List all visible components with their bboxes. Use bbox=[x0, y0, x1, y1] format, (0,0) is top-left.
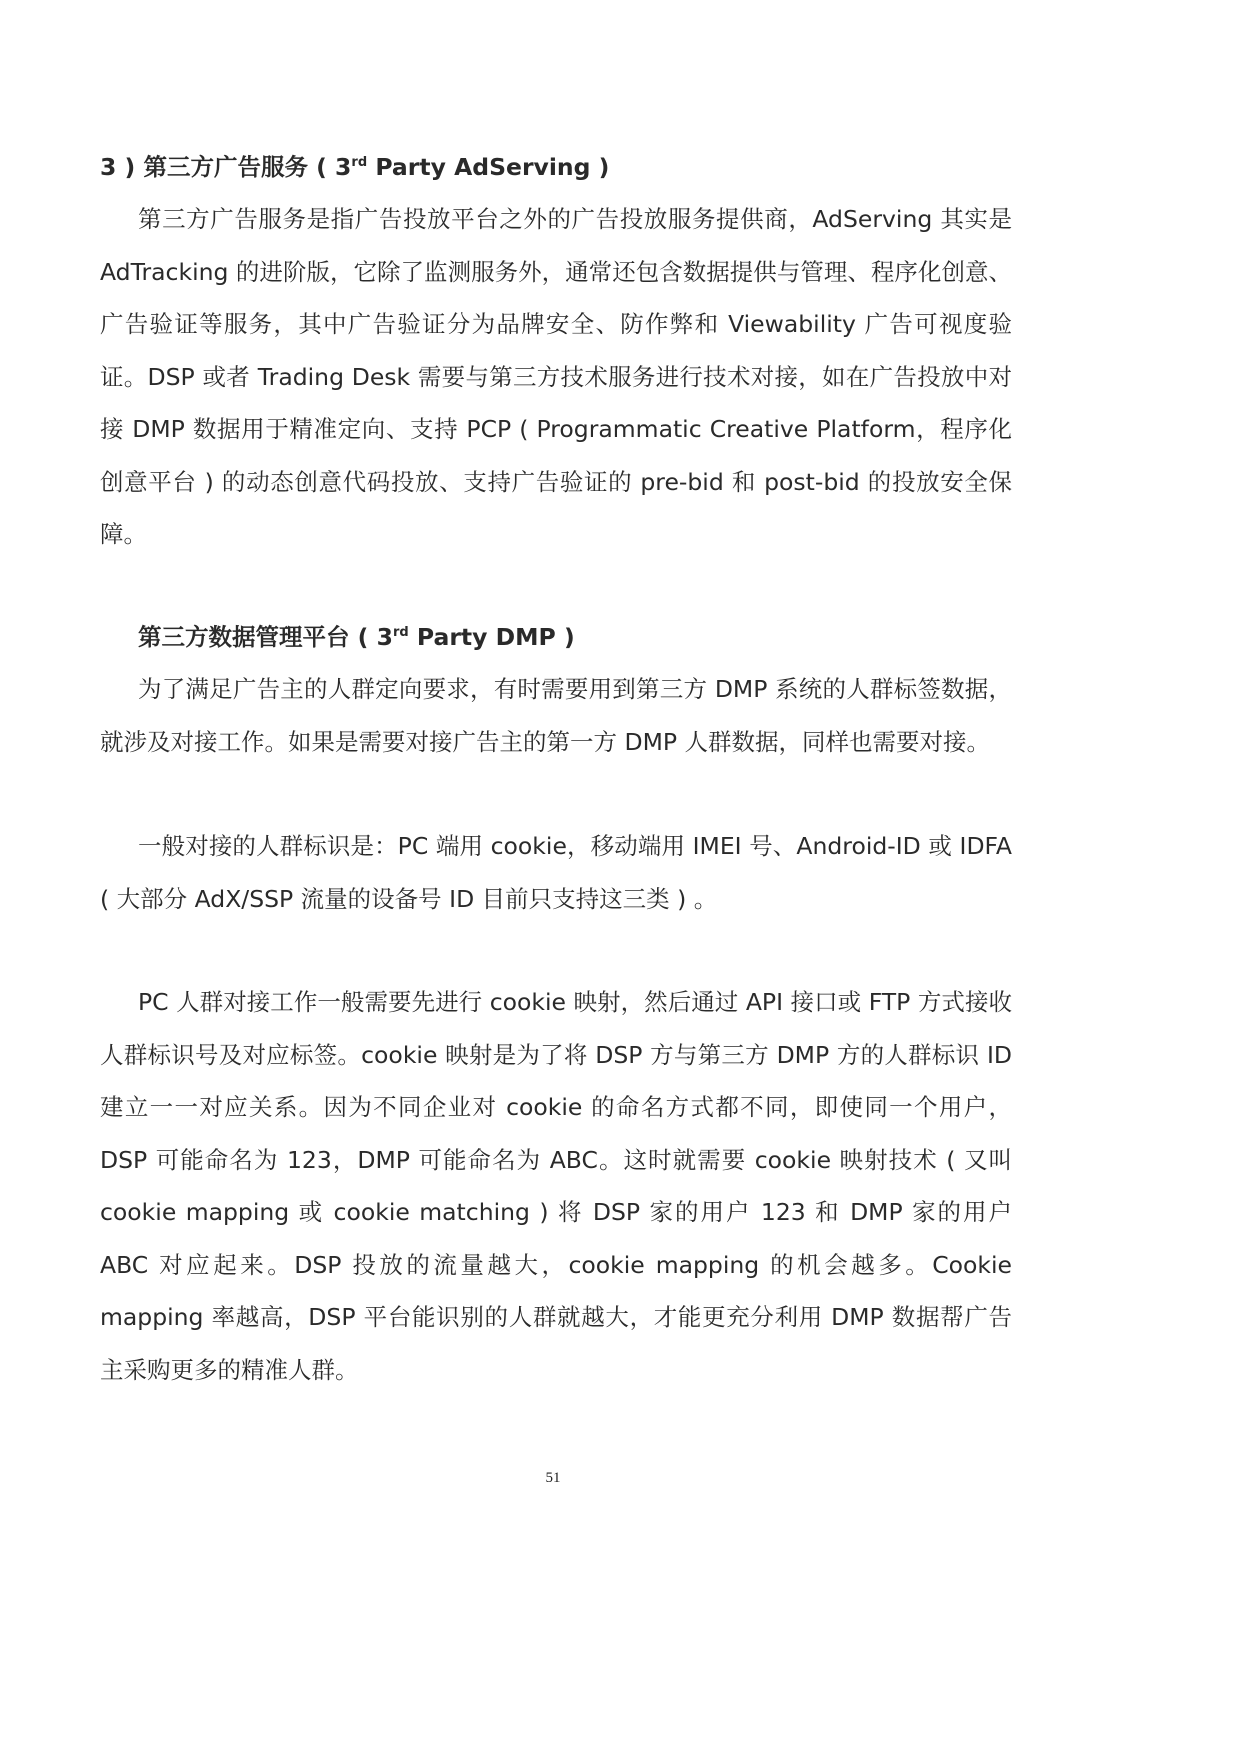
ordinal-superscript: rd bbox=[351, 155, 368, 170]
adserving-paragraph: 第三方广告服务是指广告投放平台之外的广告投放服务提供商，AdServing 其实是 AdTracking 的进阶版，它除了监测服务外，通常还包含数据提供与管理、程序化创意、广告验证等服务，其中广告验证分为品牌安全、防作弊和 Viewability 广告可视度验证。DSP 或者 Trading Desk 需要与第三方技术服务进行技术对接，如在广告投放中对接 DMP 数据用于精准定向、支持 PCP ( Programmatic Creative Platform，程序化创意平台 ) 的动态创意代码投放、支持广告验证的 pre-bid 和 post-bid 的投放安全保障。 bbox=[100, 205, 1012, 548]
heading-text: 第三方数据管理平台 ( 3 bbox=[138, 623, 393, 651]
dmp-paragraph-targeting: 为了满足广告主的人群定向要求，有时需要用到第三方 DMP 系统的人群标签数据，就涉及对接工作。如果是需要对接广告主的第一方 DMP 人群数据，同样也需要对接。 bbox=[100, 675, 1012, 756]
dmp-paragraph-identifiers: 一般对接的人群标识是：PC 端用 cookie，移动端用 IMEI 号、Android-ID 或 IDFA ( 大部分 AdX/SSP 流量的设备号 ID 目前只支持这三类 ) 。 bbox=[100, 832, 1012, 913]
heading-text: 3 ) 第三方广告服务 ( 3 bbox=[100, 153, 352, 181]
dmp-paragraph-cookie-mapping: PC 人群对接工作一般需要先进行 cookie 映射，然后通过 API 接口或 FTP 方式接收人群标识号及对应标签。cookie 映射是为了将 DSP 方与第三方 DMP 方的人群标识 ID 建立一一对应关系。因为不同企业对 cookie 的命名方式都不同，即使同一个用户，DSP 可能命名为 123，DMP 可能命名为 ABC。这时就需要 cookie 映射技术 ( 又叫 cookie mapping 或 cookie matching ) 将 DSP 家的用户 123 和 DMP 家的用户 ABC 对应起来。DSP 投放的流量越大，cookie mapping 的机会越多。Cookie mapping 率越高，DSP 平台能识别的人群就越大，才能更充分利用 DMP 数据帮广告主采购更多的精准人群。 bbox=[100, 988, 1012, 1384]
page-number: 51 bbox=[545, 1470, 561, 1486]
heading-text-suffix: Party AdServing ) bbox=[367, 153, 610, 181]
heading-text-suffix: Party DMP ) bbox=[408, 623, 575, 651]
section-heading-3rd-party-dmp bbox=[138, 619, 575, 655]
ordinal-superscript: rd bbox=[392, 625, 409, 640]
section-heading-3rd-party-adserving bbox=[100, 149, 609, 185]
